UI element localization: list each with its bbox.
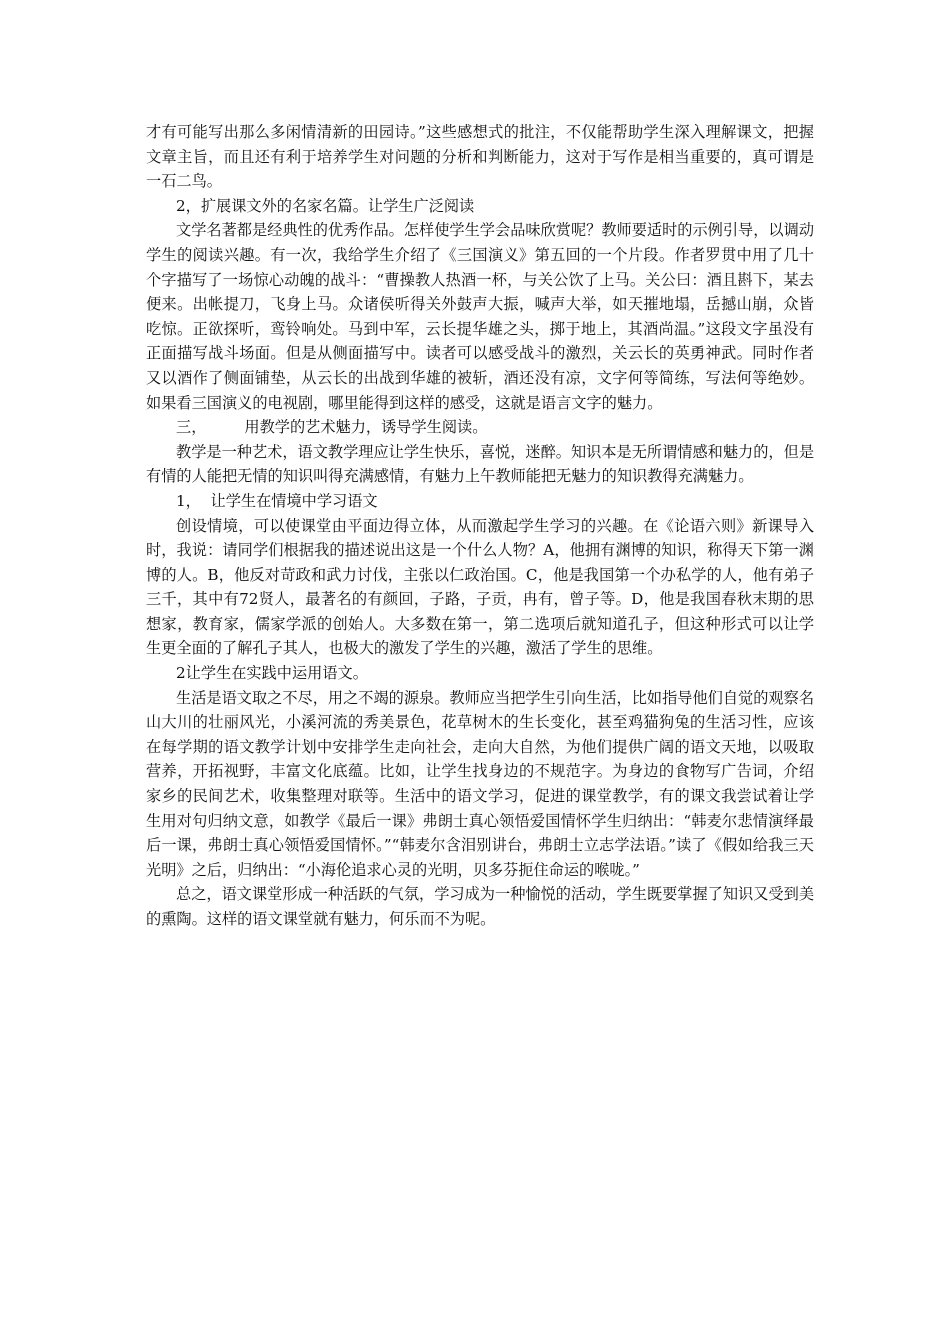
paragraph-literature: 文学名著都是经典性的优秀作品。怎样使学生学会品味欣赏呢？教师要适时的示例引导，以调动学生的阅读兴趣。有一次，我给学生介绍了《三国演义》第五回的一个片段。作者罗贯中用了几十个字描写了一场惊心动魄的战斗：“曹操教人热酒一杯，与关公饮了上马。关公曰：酒且斟下，某去便来。出帐提刀，飞身上马。众诸侯听得关外鼓声大振，喊声大举，如天摧地塌，岳撼山崩，众皆吃惊。正欲探听，鸾铃响处。马到中军，云长提华雄之头，掷于地上，其酒尚温。”这段文字虽没有正面描写战斗场面。但是从侧面描写中。读者可以感受战斗的激烈，关云长的英勇神武。同时作者又以酒作了侧面铺垫，从云长的出战到华雄的被斩，酒还没有凉，文字何等简练，写法何等绝妙。如果看三国演义的电视剧，哪里能得到这样的感受，这就是语言文字的魅力。: [146, 221, 814, 412]
document-page: [146, 120, 814, 932]
paragraph-teaching-art: 教学是一种艺术，语文教学理应让学生快乐，喜悦，迷醉。知识本是无所谓情感和魅力的，但是有情的人能把无情的知识叫得充满感情，有魅力上午教师能把无魅力的知识教得充满魅力。: [146, 442, 814, 486]
paragraph-conclusion: 总之，语文课堂形成一种活跃的气氛，学习成为一种愉悦的活动，学生既要掌握了知识又受到美的熏陶。这样的语文课堂就有魅力，何乐而不为呢。: [146, 885, 814, 928]
paragraph-situation: 创设情境，可以使课堂由平面边得立体，从而激起学生学习的兴趣。在《论语六则》新课导入时，我说：请同学们根据我的描述说出这是一个什么人物？A，他拥有渊博的知识，称得天下第一渊博的人。B，他反对苛政和武力讨伐，主张以仁政治国。C，他是我国第一个办私学的人，他有弟子三千，其中有72贤人，最著名的有颜回，子路，子贡，冉有，曾子等。D，他是我国春秋末期的思想家，教育家，儒家学派的创始人。大多数在第一，第二选项后就知道孔子，但这种形式可以让学生更全面的了解孔子其人，也极大的激发了学生的兴趣，激活了学生的思维。: [146, 516, 814, 658]
heading-section-three: [146, 415, 814, 440]
paragraph-practice: 生活是语文取之不尽，用之不竭的源泉。教师应当把学生引向生活，比如指导他们自觉的观察名山大川的壮丽风光，小溪河流的秀美景色，花草树木的生长变化，甚至鸡猫狗兔的生活习性，应该在每学期的语文教学计划中安排学生走向社会，走向大自然，为他们提供广阔的语文天地，以吸取营养，开拓视野，丰富文化底蕴。比如，让学生找身边的不规范字。为身边的食物写广告词，介绍家乡的民间艺术，收集整理对联等。生活中的语文学习，促进的课堂教学，有的课文我尝试着让学生用对句归纳文意，如教学《最后一课》弗朗士真心领悟爱国情怀学生归纳出：“韩麦尔悲情演绎最后一课，弗朗士真心领悟爱国情怀。”“韩麦尔含泪别讲台，弗朗士立志学法语。”读了《假如给我三天光明》之后，归纳出：“小海伦追求心灵的光明，贝多芬扼住命运的喉咙。”: [146, 688, 814, 879]
heading-situation-learning: 1， 让学生在情境中学习语文: [176, 491, 378, 510]
heading-practice: 2让学生在实践中运用语文。: [176, 664, 368, 683]
paragraph-intro: 才有可能写出那么多闲情清新的田园诗。”这些感想式的批注，不仅能帮助学生深入理解课文，把握文章主旨，而且还有利于培养学生对问题的分析和判断能力，这对于写作是相当重要的，真可谓是一石二鸟。: [146, 123, 814, 191]
heading-extend-reading: 2，扩展课文外的名家名篇。让学生广泛阅读: [176, 196, 475, 215]
heading-section-three-text: 用教学的艺术魅力，诱导学生阅读。: [244, 418, 488, 437]
heading-section-three-number: 三，: [176, 418, 207, 437]
